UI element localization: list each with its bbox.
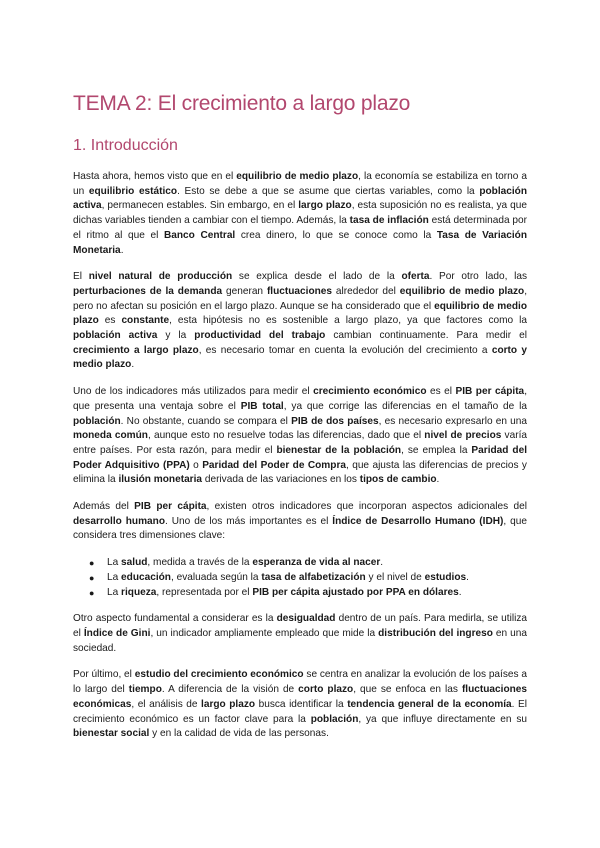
bold-term: desarrollo humano: [73, 515, 165, 527]
text-run: , que ajusta las diferencias de precios y elimina la: [73, 459, 527, 486]
bold-term: equilibrio de medio plazo: [399, 285, 525, 297]
bold-term: crecimiento a largo plazo: [73, 344, 199, 356]
bold-term: educación: [121, 571, 171, 583]
bold-term: salud: [121, 557, 148, 569]
bold-term: perturbaciones de la demanda: [73, 285, 223, 297]
text-run: , es necesario expresarlo en una: [378, 415, 527, 427]
bold-term: corto plazo: [298, 684, 354, 696]
text-run: .: [466, 571, 469, 583]
bold-term: largo plazo: [201, 698, 256, 710]
list-item: [89, 556, 527, 571]
bold-term: tasa de inflación: [349, 215, 429, 227]
text-run: La: [107, 571, 122, 583]
bold-term: estudio del crecimiento económico: [134, 669, 304, 681]
list-item: [89, 571, 527, 586]
paragraph: [73, 500, 527, 544]
text-run: , representada por el: [156, 586, 253, 598]
paragraph: [73, 170, 527, 258]
text-run: se explica desde el lado de la: [232, 271, 402, 283]
text-run: crea dinero, lo que se conoce como la: [235, 229, 437, 241]
text-run: , permanecen estables. Sin embargo, en el: [101, 200, 299, 212]
bold-term: PIB per cápita: [134, 501, 207, 513]
text-run: . No obstante, cuando se compara el: [120, 415, 292, 427]
text-run: es el: [426, 386, 456, 398]
text-run: .: [458, 586, 462, 598]
bold-term: bienestar social: [73, 728, 150, 740]
bullet-list: [73, 556, 527, 600]
text-run: , se emplea la: [401, 444, 472, 456]
bold-term: población activa: [73, 330, 158, 342]
text-run: , existen otros indicadores que incorporan aspectos adicionales del: [206, 501, 527, 513]
bold-term: Tasa de Variación Monetaria: [73, 229, 528, 256]
bullet-icon: ●: [89, 558, 95, 569]
text-run: Además del: [73, 501, 135, 513]
bold-term: constante: [121, 315, 170, 327]
text-run: , aunque esto no resuelve todas las diferencias, dado que el: [147, 430, 425, 442]
text-run: , que se enfoca en las: [353, 684, 462, 696]
text-run: , es necesario tomar en cuenta la evolución del crecimiento a: [198, 344, 492, 356]
bold-term: Índice de Gini: [83, 627, 151, 639]
text-run: . A diferencia de la visión de: [161, 684, 299, 696]
bold-term: moneda común: [73, 430, 148, 442]
text-run: .: [436, 474, 440, 486]
bold-term: nivel de precios: [424, 430, 502, 442]
bold-term: PIB per cápita: [455, 386, 525, 398]
bold-term: nivel natural de producción: [88, 271, 233, 283]
bold-term: ilusión monetaria: [118, 474, 203, 486]
bold-term: distribución del ingreso: [378, 627, 493, 639]
bold-term: productividad del trabajo: [194, 330, 326, 342]
text-run: , pero no afectan su posición en el largo plazo. Aunque se ha considerado que el: [73, 285, 528, 312]
text-run: y el nivel de: [365, 571, 425, 583]
bold-term: largo plazo: [298, 200, 352, 212]
text-run: , un indicador ampliamente empleado que mide la: [150, 627, 379, 639]
list-item-text: [107, 572, 469, 583]
text-run: , evaluada según la: [170, 571, 262, 583]
text-run: cambian continuamente. Para medir el: [325, 330, 527, 342]
list-item: [89, 586, 527, 601]
text-run: , que presenta una ventaja sobre el: [73, 386, 527, 412]
text-run: . Uno de los más importantes es el: [165, 515, 333, 527]
bold-term: población: [73, 415, 121, 427]
text-run: .: [380, 557, 384, 569]
bold-term: PIB per cápita ajustado por PPA en dólares: [252, 586, 459, 598]
text-run: . El crecimiento económico es un factor clave para la: [73, 698, 527, 725]
bold-term: población: [310, 713, 359, 725]
bold-term: riqueza: [121, 586, 157, 598]
bold-term: Índice de Desarrollo Humano (IDH): [332, 515, 504, 527]
text-run: y la: [157, 330, 195, 342]
bold-term: Banco Central: [163, 229, 236, 241]
bold-term: PIB de dos países: [291, 415, 379, 427]
text-run: varía entre países. Por esta razón, para medir el: [73, 430, 527, 456]
text-run: o: [189, 459, 203, 471]
bold-term: fluctuaciones económicas: [73, 684, 527, 710]
paragraph: [73, 270, 527, 373]
text-run: La: [107, 557, 122, 569]
text-run: está determinada por el ritmo al que el: [73, 215, 527, 241]
bold-term: tipos de cambio: [359, 474, 437, 486]
bold-term: Paridad del Poder Adquisitivo (PPA): [73, 444, 527, 471]
bold-term: fluctuaciones: [266, 285, 332, 297]
text-run: derivada de las variaciones en los: [202, 474, 360, 486]
bold-term: equilibrio estático: [88, 185, 178, 197]
text-run: , ya que corrige las diferencias en el tamaño de la: [283, 400, 527, 412]
text-run: Uno de los indicadores más utilizados para medir el: [73, 386, 314, 398]
text-run: , esta hipótesis no es sostenible a largo plazo, ya que factores como la: [169, 315, 527, 327]
text-run: , medida a través de la: [147, 557, 253, 569]
bold-term: equilibrio de medio plazo: [236, 171, 359, 182]
bold-term: PIB total: [240, 400, 284, 412]
text-run: , el análisis de: [131, 698, 202, 710]
bold-term: esperanza de vida al nacer: [252, 557, 381, 569]
bold-term: estudios: [424, 571, 467, 583]
bold-term: desigualdad: [276, 613, 336, 625]
text-run: . Por otro lado, las: [429, 271, 527, 283]
bold-term: bienestar de la población: [276, 444, 402, 456]
bold-term: Paridad del Poder de Compra: [202, 459, 346, 471]
bullet-icon: ●: [89, 587, 95, 598]
text-run: , que considera tres dimensiones clave:: [73, 515, 528, 542]
text-run: .: [120, 244, 124, 256]
text-run: , esta suposición no es realista, ya que dichas variables tienden a cambiar con el tiempo. Además, la: [73, 200, 528, 227]
bold-term: tiempo: [128, 684, 162, 696]
bold-term: tendencia general de la economía: [347, 698, 512, 710]
text-run: busca identificar la: [255, 698, 348, 710]
text-run: Otro aspecto fundamental a considerar es la: [73, 613, 277, 625]
bold-term: equilibrio de medio plazo: [73, 300, 527, 327]
text-run: se centra en analizar la evolución de los países a lo largo del: [73, 669, 527, 696]
page-title: TEMA 2: El crecimiento a largo plazo: [73, 92, 411, 115]
text-run: Por último, el: [73, 669, 135, 681]
text-run: y en la calidad de vida de las personas.: [149, 728, 329, 740]
text-run: . Esto se debe a que se asume que ciertas variables, como la: [177, 185, 480, 197]
bold-term: oferta: [401, 271, 430, 283]
paragraph: [73, 668, 527, 742]
text-run: El: [73, 271, 89, 283]
text-run: .: [131, 359, 135, 371]
list-item-text: [107, 587, 462, 598]
text-run: , la economía se estabiliza en torno a un: [73, 171, 527, 197]
text-run: es: [98, 315, 122, 327]
bullet-icon: ●: [89, 572, 95, 583]
text-run: en una sociedad.: [73, 627, 527, 654]
text-run: La: [107, 586, 122, 598]
list-item-text: [107, 557, 383, 568]
bold-term: crecimiento económico: [313, 386, 427, 398]
bold-term: tasa de alfabetización: [261, 571, 366, 583]
bold-term: población activa: [73, 185, 527, 212]
text-run: generan: [222, 285, 267, 297]
text-run: alrededor del: [332, 285, 400, 297]
text-run: dentro de un país. Para medirla, se utiliza el: [73, 613, 527, 639]
paragraph: [73, 385, 527, 488]
text-run: Hasta ahora, hemos visto que en el: [73, 171, 237, 182]
text-run: , ya que influye directamente en su: [358, 713, 528, 725]
bold-term: corto y medio plazo: [73, 344, 528, 371]
paragraph: [73, 612, 527, 656]
section-heading: 1. Introducción: [73, 137, 178, 154]
